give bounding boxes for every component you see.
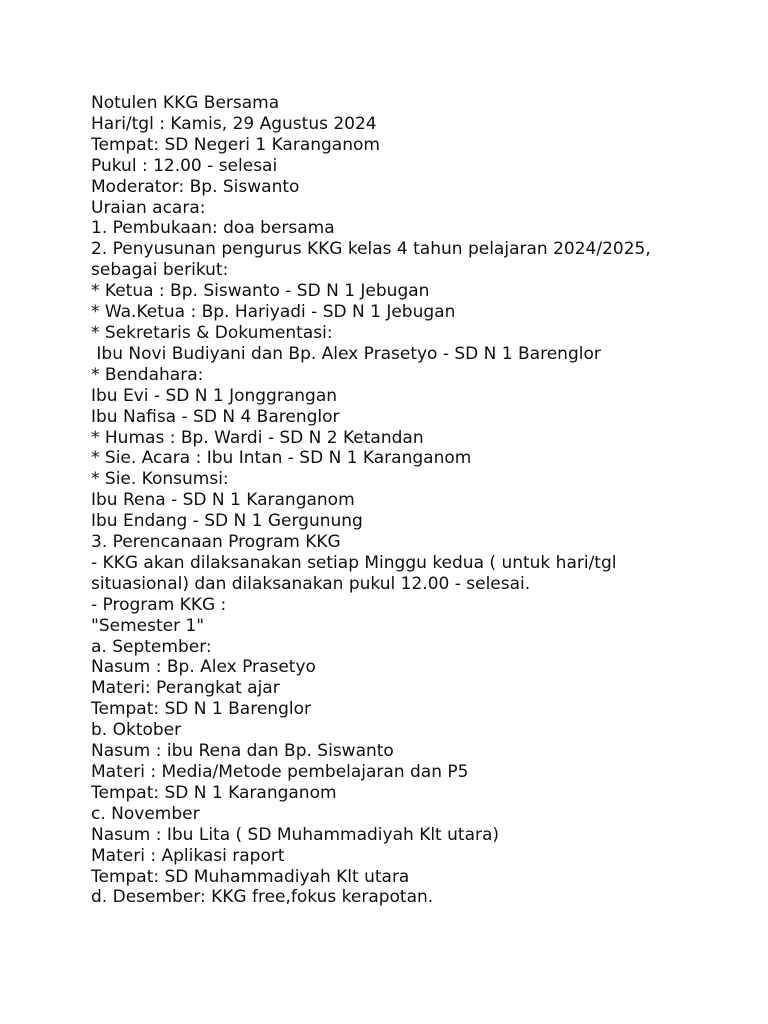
committee-secretary-members: Ibu Novi Budiyani dan Bp. Alex Prasetyo - SD N 1 Barenglor <box>91 343 601 364</box>
meeting-place-line: Tempat: SD Negeri 1 Karanganom <box>91 134 380 155</box>
program-heading: - Program KKG : <box>91 594 227 615</box>
agenda-heading: Uraian acara: <box>91 197 206 218</box>
committee-consumption-heading: * Sie. Konsumsi: <box>91 469 229 490</box>
committee-secretary-heading: * Sekretaris & Dokumentasi: <box>91 322 333 343</box>
month-september: a. September: <box>91 636 212 657</box>
november-material: Materi : Aplikasi raport <box>91 845 285 866</box>
agenda-item-program-planning: 3. Perencanaan Program KKG <box>91 532 341 553</box>
committee-consumption-member-1: Ibu Rena - SD N 1 Karanganom <box>91 490 355 511</box>
committee-event-section: * Sie. Acara : Ibu Intan - SD N 1 Karanganom <box>91 448 472 469</box>
moderator-line: Moderator: Bp. Siswanto <box>91 176 300 197</box>
november-place: Tempat: SD Muhammadiyah Klt utara <box>91 866 410 887</box>
month-november: c. November <box>91 803 200 824</box>
committee-chair: * Ketua : Bp. Siswanto - SD N 1 Jebugan <box>91 281 430 302</box>
september-material: Materi: Perangkat ajar <box>91 678 280 699</box>
agenda-item-committee-cont: sebagai berikut: <box>91 260 229 281</box>
november-speaker: Nasum : Ibu Lita ( SD Muhammadiyah Klt utara) <box>91 824 500 845</box>
document-title: Notulen KKG Bersama <box>91 93 280 113</box>
agenda-item-opening: 1. Pembukaan: doa bersama <box>91 218 335 239</box>
september-place: Tempat: SD N 1 Barenglor <box>91 699 311 720</box>
meeting-notes-document <box>91 93 751 908</box>
month-december: d. Desember: KKG free,fokus kerapotan. <box>91 887 434 908</box>
committee-treasurer-heading: * Bendahara: <box>91 364 204 385</box>
october-place: Tempat: SD N 1 Karanganom <box>91 782 337 803</box>
committee-consumption-member-2: Ibu Endang - SD N 1 Gergunung <box>91 511 363 532</box>
committee-treasurer-member-1: Ibu Evi - SD N 1 Jonggrangan <box>91 385 338 406</box>
program-schedule-line: - KKG akan dilaksanakan setiap Minggu kedua ( untuk hari/tgl <box>91 552 617 573</box>
semester-heading: "Semester 1" <box>91 615 205 636</box>
agenda-item-committee: 2. Penyusunan pengurus KKG kelas 4 tahun pelajaran 2024/2025, <box>91 239 651 260</box>
committee-vice-chair: * Wa.Ketua : Bp. Hariyadi - SD N 1 Jebugan <box>91 302 456 323</box>
meeting-date-line: Hari/tgl : Kamis, 29 Agustus 2024 <box>91 113 377 134</box>
committee-public-relations: * Humas : Bp. Wardi - SD N 2 Ketandan <box>91 427 424 448</box>
october-material: Materi : Media/Metode pembelajaran dan P5 <box>91 762 469 782</box>
committee-treasurer-member-2: Ibu Nafisa - SD N 4 Barenglor <box>91 406 340 427</box>
meeting-time-line: Pukul : 12.00 - selesai <box>91 155 278 176</box>
month-october: b. Oktober <box>91 720 182 741</box>
september-speaker: Nasum : Bp. Alex Prasetyo <box>91 657 316 678</box>
october-speaker: Nasum : ibu Rena dan Bp. Siswanto <box>91 741 394 762</box>
program-schedule-line-cont: situasional) dan dilaksanakan pukul 12.00 - selesai. <box>91 573 531 594</box>
